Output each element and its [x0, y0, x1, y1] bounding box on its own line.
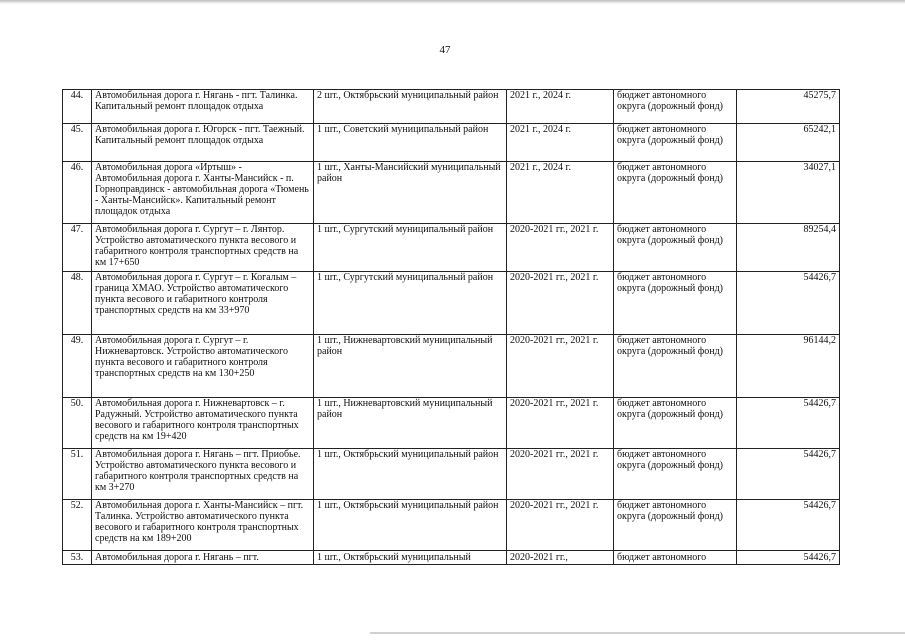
row-number: 53. [63, 551, 92, 565]
funding-amount: 96144,2 [737, 335, 840, 398]
implementation-years: 2020-2021 гг., 2021 г. [507, 500, 614, 551]
object-name: Автомобильная дорога г. Нижневартовск – г. Радужный. Устройство автоматического пункта весового и габаритного контроля транспортных средств на км 19+420 [92, 398, 314, 449]
table-body [63, 90, 840, 565]
row-number: 52. [63, 500, 92, 551]
funding-amount: 54426,7 [737, 449, 840, 500]
row-number: 44. [63, 90, 92, 124]
object-name: Автомобильная дорога г. Нягань - пгт. Талинка. Капитальный ремонт площадок отдыха [92, 90, 314, 124]
funding-source: бюджет автономного [614, 551, 737, 565]
funding-amount: 65242,1 [737, 124, 840, 162]
object-location: 1 шт., Нижневартовский муниципальный район [314, 398, 507, 449]
implementation-years: 2020-2021 гг., 2021 г. [507, 335, 614, 398]
object-location: 1 шт., Сургутский муниципальный район [314, 224, 507, 272]
object-location: 1 шт., Ханты-Мансийский муниципальный район [314, 162, 507, 224]
funding-amount: 89254,4 [737, 224, 840, 272]
table-row [63, 551, 840, 565]
object-name: Автомобильная дорога г. Нягань – пгт. Приобье. Устройство автоматического пункта весового и габаритного контроля транспортных средств на км 3+270 [92, 449, 314, 500]
implementation-years: 2020-2021 гг., [507, 551, 614, 565]
page-number: 47 [439, 44, 451, 56]
funding-amount: 45275,7 [737, 90, 840, 124]
implementation-years: 2020-2021 гг., 2021 г. [507, 398, 614, 449]
object-name: Автомобильная дорога г. Югорск - пгт. Таежный. Капитальный ремонт площадок отдыха [92, 124, 314, 162]
data-table [62, 89, 840, 565]
funding-source: бюджет автономного округа (дорожный фонд) [614, 500, 737, 551]
object-location: 1 шт., Октябрьский муниципальный [314, 551, 507, 565]
table-row [63, 398, 840, 449]
scan-edge-bottom [370, 632, 905, 634]
funding-source: бюджет автономного округа (дорожный фонд) [614, 449, 737, 500]
implementation-years: 2021 г., 2024 г. [507, 124, 614, 162]
row-number: 49. [63, 335, 92, 398]
funding-amount: 34027,1 [737, 162, 840, 224]
implementation-years: 2020-2021 гг., 2021 г. [507, 449, 614, 500]
implementation-years: 2020-2021 гг., 2021 г. [507, 224, 614, 272]
object-name: Автомобильная дорога г. Нягань – пгт. [92, 551, 314, 565]
object-name: Автомобильная дорога г. Сургут – г. Нижневартовск. Устройство автоматического пункта весового и габаритного контроля транспортных средств на км 130+250 [92, 335, 314, 398]
table-row [63, 162, 840, 224]
table-row [63, 124, 840, 162]
funding-amount: 54426,7 [737, 551, 840, 565]
implementation-years: 2021 г., 2024 г. [507, 162, 614, 224]
funding-source: бюджет автономного округа (дорожный фонд) [614, 272, 737, 335]
object-name: Автомобильная дорога г. Сургут – г. Когалым – граница ХМАО. Устройство автоматического пункта весового и габаритного контроля транспортных средств на км 33+970 [92, 272, 314, 335]
funding-source: бюджет автономного округа (дорожный фонд) [614, 224, 737, 272]
table-row [63, 500, 840, 551]
object-name: Автомобильная дорога «Иртыш» - Автомобильная дорога г. Ханты-Мансийск - п. Горноправдинск - автомобильная дорога «Тюмень - Ханты-Мансийск». Капитальный ремонт площадок отдыха [92, 162, 314, 224]
object-location: 1 шт., Нижневартовский муниципальный район [314, 335, 507, 398]
table-row [63, 449, 840, 500]
row-number: 45. [63, 124, 92, 162]
row-number: 47. [63, 224, 92, 272]
object-name: Автомобильная дорога г. Сургут – г. Лянтор. Устройство автоматического пункта весового и габаритного контроля транспортных средств на км 17+650 [92, 224, 314, 272]
funding-source: бюджет автономного округа (дорожный фонд) [614, 124, 737, 162]
object-location: 1 шт., Октябрьский муниципальный район [314, 500, 507, 551]
row-number: 46. [63, 162, 92, 224]
funding-source: бюджет автономного округа (дорожный фонд) [614, 398, 737, 449]
funding-amount: 54426,7 [737, 500, 840, 551]
implementation-years: 2020-2021 гг., 2021 г. [507, 272, 614, 335]
funding-source: бюджет автономного округа (дорожный фонд) [614, 162, 737, 224]
object-location: 1 шт., Сургутский муниципальный район [314, 272, 507, 335]
row-number: 50. [63, 398, 92, 449]
row-number: 51. [63, 449, 92, 500]
scan-edge-top [0, 0, 905, 4]
table-row [63, 335, 840, 398]
funding-source: бюджет автономного округа (дорожный фонд) [614, 335, 737, 398]
table-row [63, 272, 840, 335]
funding-amount: 54426,7 [737, 272, 840, 335]
object-name: Автомобильная дорога г. Ханты-Мансийск – пгт. Талинка. Устройство автоматического пункта весового и габаритного контроля транспортных средств на км 189+200 [92, 500, 314, 551]
funding-amount: 54426,7 [737, 398, 840, 449]
object-location: 1 шт., Октябрьский муниципальный район [314, 449, 507, 500]
table-row [63, 224, 840, 272]
implementation-years: 2021 г., 2024 г. [507, 90, 614, 124]
table-row [63, 90, 840, 124]
row-number: 48. [63, 272, 92, 335]
object-location: 1 шт., Советский муниципальный район [314, 124, 507, 162]
object-location: 2 шт., Октябрьский муниципальный район [314, 90, 507, 124]
funding-source: бюджет автономного округа (дорожный фонд) [614, 90, 737, 124]
